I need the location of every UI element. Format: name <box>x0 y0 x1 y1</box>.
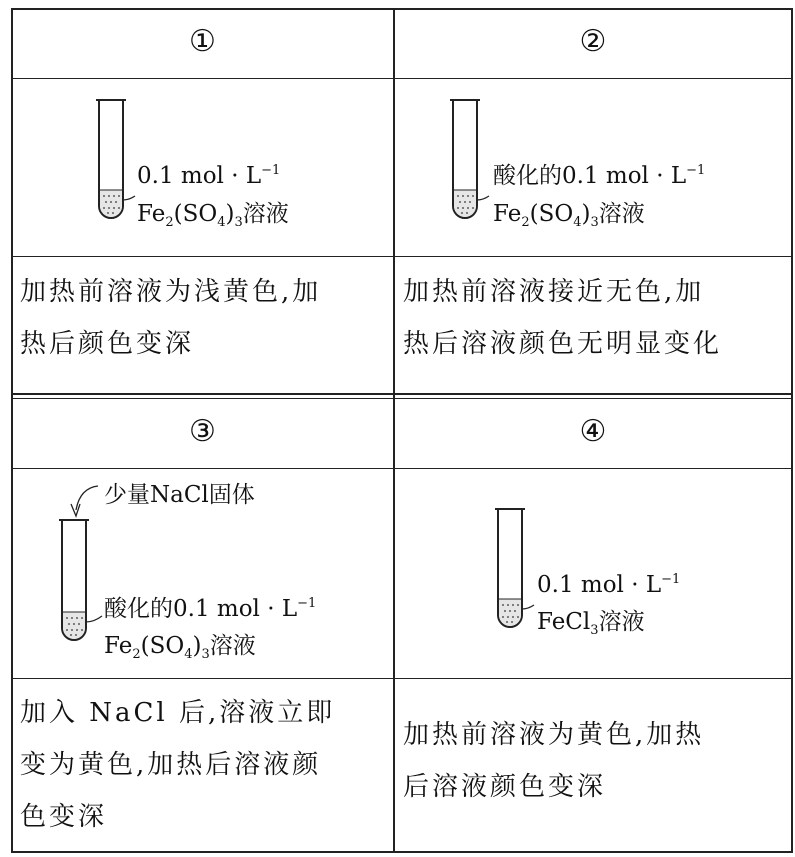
description-line: 加入 NaCl 后,溶液立即 <box>20 698 336 728</box>
experiment-number-2: ② <box>579 24 607 59</box>
test-tube-4 <box>494 507 534 637</box>
description-line: 色变深 <box>20 802 108 832</box>
row-divider <box>12 398 792 399</box>
table-border-bottom <box>12 851 792 853</box>
row-divider <box>12 678 792 679</box>
concentration-label: 酸化的0.1 mol · $L^{-1}$ <box>493 163 706 189</box>
experiment-number-4: ④ <box>579 414 607 449</box>
solution-label: $Fe_2(SO_4)_3$溶液 <box>104 633 256 662</box>
description-line: 加热前溶液为浅黄色,加 <box>20 277 322 307</box>
row-divider <box>12 256 792 257</box>
row-divider <box>12 468 792 469</box>
description-line: 变为黄色,加热后溶液颜 <box>20 750 322 780</box>
concentration-label: 0.1 mol · $L^{-1}$ <box>537 572 681 598</box>
experiment-description-3 <box>20 687 390 843</box>
solid-label: 少量NaCl固体 <box>104 482 255 508</box>
solution-label: FeCl$_3$溶液 <box>537 609 645 638</box>
experiment-number-1: ① <box>189 24 216 59</box>
concentration-label: 0.1 mol · $L^{-1}$ <box>137 163 281 189</box>
description-line: 加热前溶液接近无色,加 <box>403 277 705 307</box>
test-tube-3 <box>58 476 104 646</box>
table-border-right <box>791 8 793 853</box>
description-line: 加热前溶液为黄色,加热 <box>403 720 705 750</box>
row-divider <box>12 78 792 79</box>
experiment-number-3: ③ <box>189 414 216 449</box>
experiment-description-1 <box>20 266 390 370</box>
row-divider <box>12 393 792 395</box>
test-tube-2 <box>449 98 489 228</box>
experiment-description-4 <box>403 709 789 813</box>
experiment-description-2 <box>403 266 789 370</box>
description-line: 热后溶液颜色无明显变化 <box>403 329 723 359</box>
table-border-top <box>12 8 792 10</box>
description-line: 后溶液颜色变深 <box>403 772 607 802</box>
description-line: 热后颜色变深 <box>20 329 195 359</box>
solution-label: $Fe_2(SO_4)_3$溶液 <box>493 201 645 230</box>
test-tube-1 <box>95 98 135 228</box>
solution-label: $Fe_2(SO_4)_3$溶液 <box>137 201 289 230</box>
concentration-label: 酸化的0.1 mol · $L^{-1}$ <box>104 596 317 622</box>
